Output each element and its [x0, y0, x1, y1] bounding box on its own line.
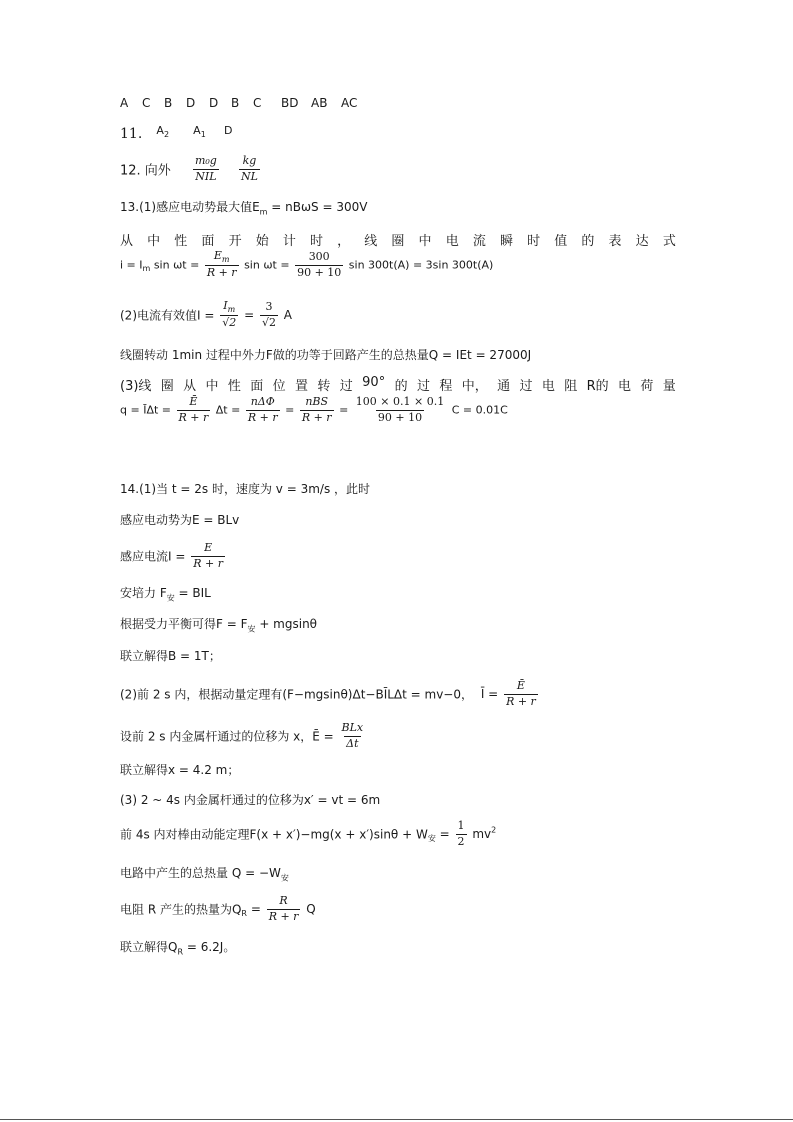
- fraction-ndphi-over-rr: $\frac{\text{nΔΦ}}{R + r}$: [247, 395, 278, 424]
- q14-emf-line: 感应电动势为E = BLv: [120, 513, 240, 527]
- answer-item: C: [142, 96, 151, 110]
- q11-number: 11.: [120, 126, 143, 142]
- fraction-em-over-rr: $\frac{E_m}{R + r}$: [206, 249, 237, 280]
- q12-fraction-2: $\frac{kg}{NL}$: [240, 154, 258, 183]
- q14-displacement-line: 设前 2 s 内金属杆通过的位移为 x，Ē = $\frac{\text{BLx}}{\Delta t}$: [120, 721, 364, 750]
- q14-ampere-force-line: 安培力 $F_安$ = BIL: [120, 586, 211, 603]
- q14-current-line: 感应电流I = $\frac{E}{R + r}$: [120, 541, 223, 570]
- q12-label: 12. 向外: [120, 163, 171, 179]
- answer-item: AB: [311, 96, 328, 110]
- fraction-r-over-rr: $\frac{R}{R + r}$: [268, 894, 299, 923]
- page-bottom-divider: [0, 1119, 793, 1120]
- q14-part1-line: 14.(1)当 t = 2s 时，速度为 v = 3m/s ，此时: [120, 482, 371, 496]
- q13-part1-line: 13.(1)感应电动势最大值$E_m = nB\omega S = 300V$: [120, 200, 368, 217]
- q13-charge-expression: q = ĪΔt = $\frac{Ē}{R + r}$ Δt = $\frac{\text{nΔΦ}}{R + r}$ = $\frac{\text{nBS}}{R + r}$ = $\frac{100 \times 0.1 \times 0.1}{90 + 10}$ C = 0.01C: [120, 395, 508, 424]
- q14-energy-line: 前 4s 内对棒由动能定理$F(x + x')-mg(x + x')\sin\theta + W_安$ = $\frac{1}{2}$ $mv^2$: [120, 819, 497, 848]
- q14-solve-b-line: 联立解得B = 1T；: [120, 649, 221, 663]
- fraction-3-over-root2: $\frac{3}{√2}$: [261, 299, 276, 329]
- fraction-ebar-over-rr: $\frac{Ē}{R + r}$: [506, 679, 536, 708]
- fraction-im-over-root2: $\frac{I_m}{√2}$: [222, 299, 237, 330]
- q14-resistor-heat-line: 电阻 R 产生的热量为$Q_R$ = $\frac{R}{R + r}$ Q: [120, 894, 316, 923]
- answers-row: [120, 96, 371, 110]
- q11-line: [120, 124, 232, 142]
- fraction-nbs-over-rr: $\frac{\text{nBS}}{R + r}$: [301, 395, 332, 424]
- answer-item: D: [209, 96, 219, 110]
- q13-part2-line: (2)电流有效值I = $\frac{I_m}{√2}$ = $\frac{3}{√2}$ A: [120, 299, 293, 330]
- q13-current-expression: $i = I_m$ sin ωt = $\frac{E_m}{R + r}$ sin ωt = $\frac{300}{90 + 10}$ sin 300t(A) = 3sin 300t(A): [120, 249, 494, 280]
- q11-answer-2: A1: [193, 124, 206, 140]
- q12-line: [120, 155, 262, 183]
- answer-item: B: [231, 96, 240, 110]
- q14-solve-qr-line: 联立解得$Q_R = 6.2J$。: [120, 940, 236, 957]
- answer-item: D: [186, 96, 196, 110]
- answer-item: AC: [341, 96, 358, 110]
- fraction-e-over-rr: $\frac{E}{R + r}$: [193, 541, 223, 570]
- fraction-numeric-charge: $\frac{100 \times 0.1 \times 0.1}{90 + 10}$: [355, 395, 445, 424]
- q14-balance-line: 根据受力平衡可得$F = F_安 + mgsin\theta$: [120, 617, 318, 634]
- answer-item: B: [164, 96, 173, 110]
- q11-answer-1: A2: [156, 124, 170, 140]
- q14-total-heat-line: 电路中产生的总热量 $Q = -W_安$: [120, 866, 289, 883]
- q14-part3-line: (3) 2 ~ 4s 内金属杆通过的位移为x′ = vt = 6m: [120, 793, 381, 807]
- q13-part3-spread-line: (3)线 圈 从 中 性 面 位 置 转 过 90° 的 过 程 中， 通 过 电 阻 R的 电 荷 量: [120, 375, 676, 394]
- answer-item: C: [253, 96, 262, 110]
- q14-part2-line: (2)前 2 s 内，根据动量定理有(F−mgsinθ)Δt−BĪLΔt = mv−0， Ī = $\frac{Ē}{R + r}$: [120, 679, 536, 708]
- fraction-e-over-rr: $\frac{Ē}{R + r}$: [178, 395, 209, 424]
- fraction-blx-over-dt: $\frac{\text{BLx}}{\Delta t}$: [341, 721, 364, 750]
- fraction-one-half: $\frac{1}{2}$: [457, 819, 465, 848]
- q14-solve-x-line: 联立解得x = 4.2 m；: [120, 763, 240, 777]
- answer-item: BD: [281, 96, 299, 110]
- fraction-300-over-100: $\frac{300}{90 + 10}$: [297, 249, 342, 279]
- answer-item: A: [120, 96, 129, 110]
- q12-fraction-1: $\frac{\text{m₀g}}{\text{NIL}}$: [194, 154, 217, 183]
- q13-heat-line: 线圈转动 1min 过程中外力F做的功等于回路产生的总热量Q = IEt = 27000J: [120, 348, 532, 362]
- q11-answer-3: D: [223, 124, 233, 137]
- q13-spread-line: 从 中 性 面 开 始 计 时 ， 线 圈 中 电 流 瞬 时 值 的 表 达 式: [120, 234, 676, 249]
